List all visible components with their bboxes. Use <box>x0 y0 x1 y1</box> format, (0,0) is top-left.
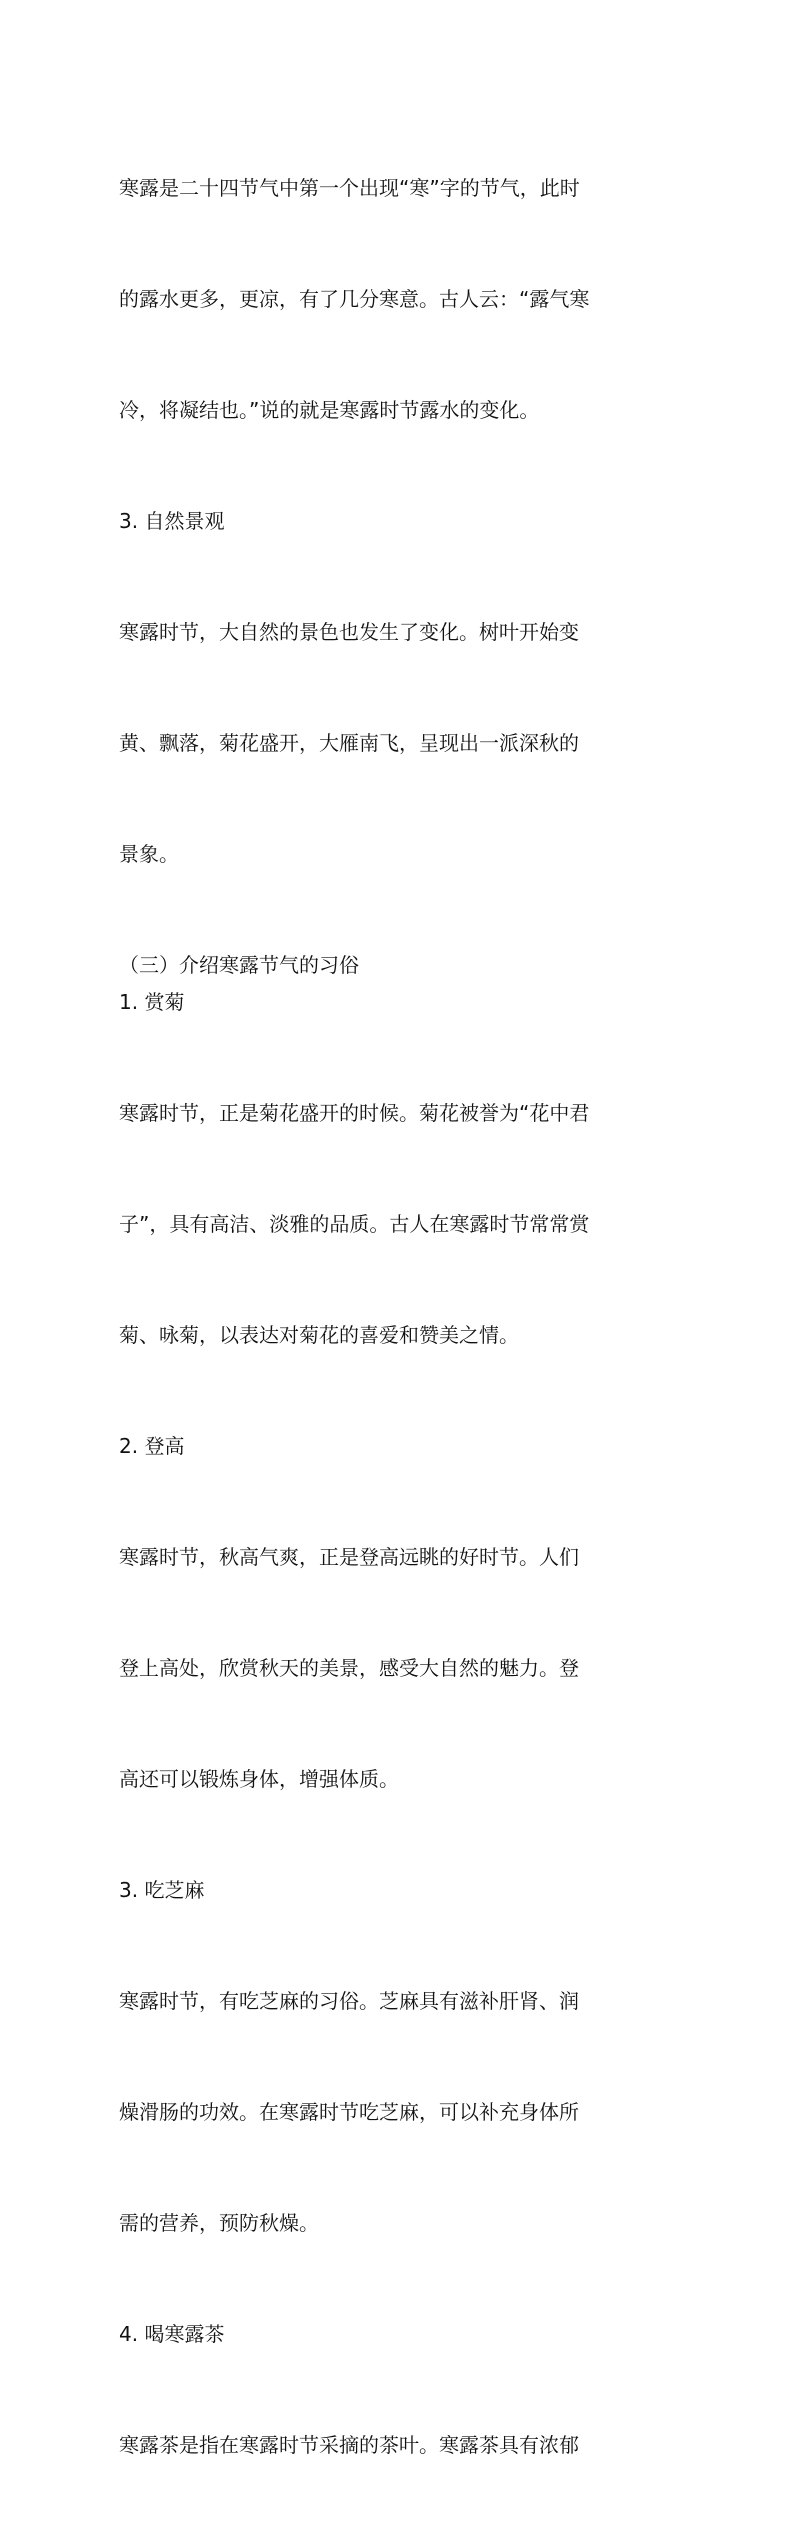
paragraph-line: 寒露时节，有吃芝麻的习俗。芝麻具有滋补肝肾、润 <box>119 1989 579 2013</box>
paragraph-line: 子”，具有高洁、淡雅的品质。古人在寒露时节常常赏 <box>119 1212 590 1236</box>
paragraph-line: 寒露时节，大自然的景色也发生了变化。树叶开始变 <box>119 620 579 644</box>
paragraph-line: 的露水更多，更凉，有了几分寒意。古人云：“露气寒 <box>119 287 590 311</box>
section-heading: 4. 喝寒露茶 <box>119 2322 225 2346</box>
paragraph-line: 高还可以锻炼身体，增强体质。 <box>119 1767 399 1791</box>
section-heading: （三）介绍寒露节气的习俗 <box>119 953 359 977</box>
paragraph <box>119 96 679 503</box>
paragraph-line: 燥滑肠的功效。在寒露时节吃芝麻，可以补充身体所 <box>119 2100 579 2124</box>
paragraph <box>119 540 679 947</box>
paragraph-line: 寒露是二十四节气中第一个出现“寒”字的节气，此时 <box>119 176 580 200</box>
paragraph-line: 菊、咏菊，以表达对菊花的喜爱和赞美之情。 <box>119 1323 519 1347</box>
paragraph-line: 冷，将凝结也。”说的就是寒露时节露水的变化。 <box>119 398 540 422</box>
paragraph-line: 寒露时节，秋高气爽，正是登高远眺的好时节。人们 <box>119 1545 579 1569</box>
section-heading: 1. 赏菊 <box>119 990 185 1014</box>
paragraph-line: 寒露茶是指在寒露时节采摘的茶叶。寒露茶具有浓郁 <box>119 2433 579 2457</box>
paragraph-line: 寒露时节，正是菊花盛开的时候。菊花被誉为“花中君 <box>119 1101 590 1125</box>
document-body <box>119 96 679 2538</box>
section-heading: 2. 登高 <box>119 1434 185 1458</box>
section-heading: 3. 吃芝麻 <box>119 1878 205 1902</box>
paragraph-line: 需的营养，预防秋燥。 <box>119 2211 319 2235</box>
paragraph-line: 黄、飘落，菊花盛开，大雁南飞，呈现出一派深秋的 <box>119 731 579 755</box>
paragraph <box>119 1465 679 1872</box>
paragraph <box>119 2353 679 2538</box>
paragraph-line: 登上高处，欣赏秋天的美景，感受大自然的魅力。登 <box>119 1656 579 1680</box>
paragraph <box>119 1909 679 2316</box>
paragraph <box>119 1021 679 1428</box>
paragraph-line: 景象。 <box>119 842 179 866</box>
section-heading: 3. 自然景观 <box>119 509 225 533</box>
